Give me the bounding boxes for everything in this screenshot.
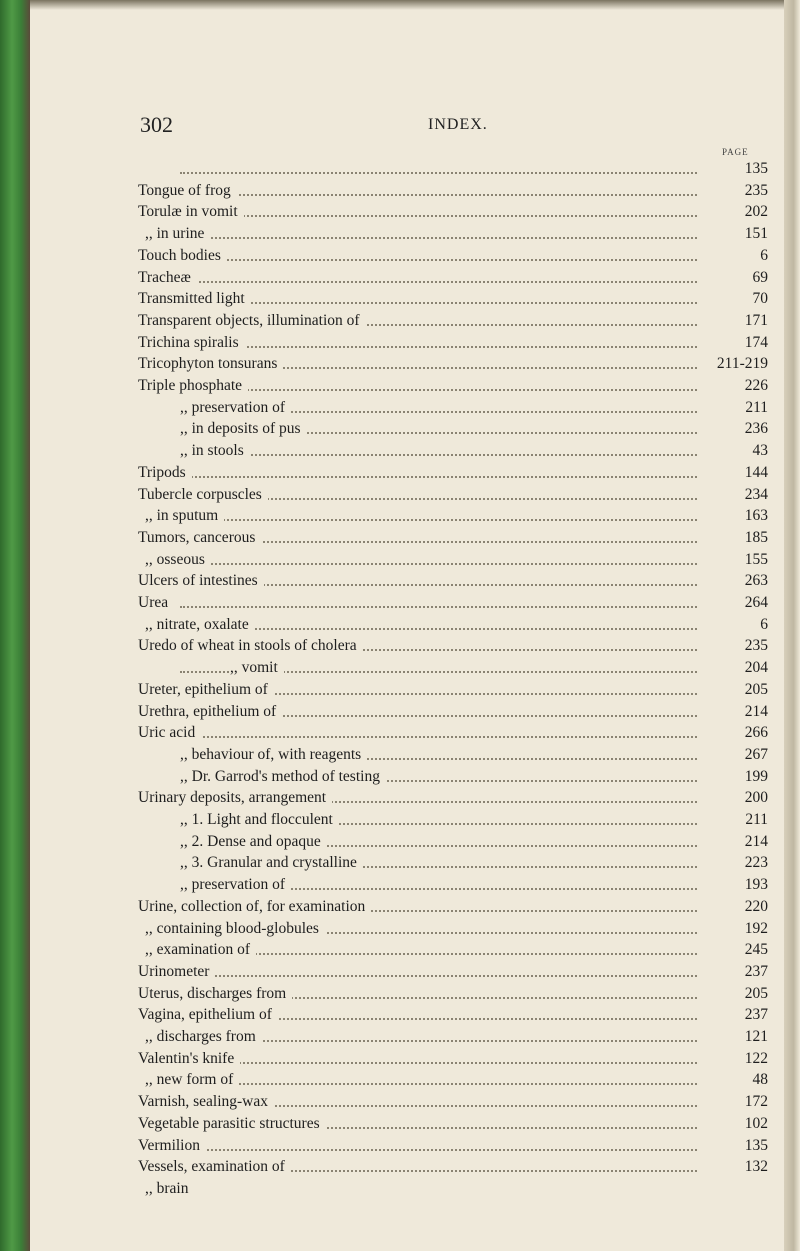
entry-text: Tubercle corpuscles xyxy=(138,484,268,505)
index-entry xyxy=(30,939,784,960)
entry-text: Tongue of frog xyxy=(138,180,237,201)
entry-page-number: 226 xyxy=(698,375,768,396)
entry-page-number: 202 xyxy=(698,201,768,222)
leader-dots xyxy=(180,1083,704,1085)
index-entry xyxy=(30,462,784,483)
entry-page-number: 245 xyxy=(698,939,768,960)
index-entry xyxy=(30,614,784,635)
index-entry xyxy=(30,722,784,743)
entry-page-number: 185 xyxy=(698,527,768,548)
entry-text: ,, in stools xyxy=(180,440,250,461)
entry-text: ,, nitrate, oxalate xyxy=(145,614,255,635)
index-entry xyxy=(30,353,784,374)
index-entry xyxy=(30,744,784,765)
index-entry xyxy=(30,679,784,700)
entry-text: Valentin's knife xyxy=(138,1048,240,1069)
entry-page-number: 6 xyxy=(698,614,768,635)
entry-page-number: 48 xyxy=(698,1069,768,1090)
index-entry xyxy=(30,1156,784,1177)
entry-text: ,, osseous xyxy=(145,549,211,570)
leader-dots xyxy=(180,736,704,738)
entry-text: Vagina, epithelium of xyxy=(138,1004,278,1025)
entry-page-number: 205 xyxy=(698,679,768,700)
entry-page-number: 199 xyxy=(698,766,768,787)
entry-page-number: 70 xyxy=(698,288,768,309)
index-entry xyxy=(30,983,784,1004)
entry-page-number: 163 xyxy=(698,505,768,526)
leader-dots xyxy=(180,1149,704,1151)
leader-dots xyxy=(180,389,704,391)
entry-text: ,, examination of xyxy=(145,939,256,960)
index-entry xyxy=(30,310,784,331)
entry-text: Tracheæ xyxy=(138,267,197,288)
index-entry xyxy=(30,635,784,656)
leader-dots xyxy=(180,1062,704,1064)
index-entry xyxy=(30,332,784,353)
index-page xyxy=(30,0,784,1251)
index-entry xyxy=(30,201,784,222)
leader-dots xyxy=(180,953,704,955)
index-entry xyxy=(30,766,784,787)
entry-text: Ureter, epithelium of xyxy=(138,679,274,700)
book-binding xyxy=(0,0,30,1251)
entry-text: Tricophyton tonsurans xyxy=(138,353,283,374)
entry-page-number: 172 xyxy=(698,1091,768,1112)
index-entry xyxy=(30,440,784,461)
entry-page-number: 135 xyxy=(698,1135,768,1156)
entry-page-number: 155 xyxy=(698,549,768,570)
entry-page-number: 192 xyxy=(698,918,768,939)
index-entry xyxy=(30,1026,784,1047)
entry-text: Torulæ in vomit xyxy=(138,201,244,222)
entry-text: Varnish, sealing-wax xyxy=(138,1091,274,1112)
entry-text: Vessels, examination of xyxy=(138,1156,291,1177)
entry-text: ,, preservation of xyxy=(180,874,291,895)
entry-text: ,, 2. Dense and opaque xyxy=(180,831,327,852)
index-entry xyxy=(30,288,784,309)
index-entry xyxy=(30,397,784,418)
leader-dots xyxy=(180,606,704,608)
entry-page-number: 211 xyxy=(698,397,768,418)
entry-text: Urine, collection of, for examination xyxy=(138,896,371,917)
index-entry xyxy=(30,570,784,591)
entry-page-number: 267 xyxy=(698,744,768,765)
index-entry xyxy=(30,158,784,179)
entry-page-number: 193 xyxy=(698,874,768,895)
entry-text: ,, in urine xyxy=(145,223,210,244)
leader-dots xyxy=(180,628,704,630)
index-entry xyxy=(30,375,784,396)
entry-page-number: 171 xyxy=(698,310,768,331)
entry-text: ,, containing blood-globules xyxy=(145,918,325,939)
index-entry xyxy=(30,549,784,570)
entry-page-number: 263 xyxy=(698,570,768,591)
entry-page-number: 235 xyxy=(698,180,768,201)
entry-page-number: 236 xyxy=(698,418,768,439)
index-entry xyxy=(30,961,784,982)
entry-page-number: 211-219 xyxy=(698,353,768,374)
entry-page-number: 220 xyxy=(698,896,768,917)
entry-text: Transparent objects, illumination of xyxy=(138,310,366,331)
entry-page-number: 102 xyxy=(698,1113,768,1134)
index-entry xyxy=(30,484,784,505)
index-entry xyxy=(30,418,784,439)
index-entry xyxy=(30,1004,784,1025)
index-entry xyxy=(30,896,784,917)
entry-page-number: 122 xyxy=(698,1048,768,1069)
leader-dots xyxy=(180,563,704,565)
index-entry xyxy=(30,831,784,852)
leader-dots xyxy=(180,194,704,196)
entry-page-number: 200 xyxy=(698,787,768,808)
index-entry xyxy=(30,1113,784,1134)
entry-page-number: 264 xyxy=(698,592,768,613)
entry-text: ,, Dr. Garrod's method of testing xyxy=(180,766,386,787)
entry-text: Tumors, cancerous xyxy=(138,527,261,548)
entry-page-number: 234 xyxy=(698,484,768,505)
entry-page-number: 132 xyxy=(698,1156,768,1177)
leader-dots xyxy=(180,259,704,261)
entry-text: Triple phosphate xyxy=(138,375,248,396)
leader-dots xyxy=(180,281,704,283)
index-entry xyxy=(30,267,784,288)
index-entry xyxy=(30,223,784,244)
entry-text: ,, discharges from xyxy=(145,1026,262,1047)
index-entry xyxy=(30,527,784,548)
index-entry xyxy=(30,918,784,939)
entry-text: Urinometer xyxy=(138,961,215,982)
leader-dots xyxy=(180,237,704,239)
entry-page-number: 235 xyxy=(698,635,768,656)
entry-page-number: 204 xyxy=(698,657,768,678)
leader-dots xyxy=(180,346,704,348)
index-entry xyxy=(30,505,784,526)
index-entry xyxy=(30,874,784,895)
entry-text: Urea xyxy=(138,592,174,613)
entry-text: ,, vomit xyxy=(230,657,284,678)
leader-dots xyxy=(180,172,704,174)
entry-text: Vermilion xyxy=(138,1135,206,1156)
index-entry xyxy=(30,592,784,613)
leader-dots xyxy=(180,215,704,217)
page-edge xyxy=(784,0,800,1251)
leader-dots xyxy=(180,454,704,456)
index-entry xyxy=(30,1048,784,1069)
entry-text: Tripods xyxy=(138,462,192,483)
index-entry xyxy=(30,809,784,830)
entry-text: ,, 1. Light and flocculent xyxy=(180,809,339,830)
entry-page-number: 144 xyxy=(698,462,768,483)
entry-text: Uric acid xyxy=(138,722,201,743)
entry-page-number: 214 xyxy=(698,831,768,852)
index-entry xyxy=(30,852,784,873)
entry-page-number: 237 xyxy=(698,961,768,982)
entry-page-number: 237 xyxy=(698,1004,768,1025)
page-column-label: PAGE xyxy=(722,147,749,157)
entry-text: ,, in sputum xyxy=(145,505,224,526)
entry-page-number: 223 xyxy=(698,852,768,873)
index-entry xyxy=(30,180,784,201)
index-entry xyxy=(30,1135,784,1156)
entry-text: Vegetable parasitic structures xyxy=(138,1113,326,1134)
entry-page-number: 214 xyxy=(698,701,768,722)
entry-text: Trichina spiralis xyxy=(138,332,245,353)
leader-dots xyxy=(180,302,704,304)
entry-text: ,, preservation of xyxy=(180,397,291,418)
entry-page-number: 135 xyxy=(698,158,768,179)
leader-dots xyxy=(180,519,704,521)
entry-text: Urethra, epithelium of xyxy=(138,701,282,722)
entry-page-number: 69 xyxy=(698,267,768,288)
leader-dots xyxy=(180,476,704,478)
index-entry xyxy=(30,701,784,722)
index-entry xyxy=(30,245,784,266)
index-entry xyxy=(30,657,784,678)
entry-text: ,, 3. Granular and crystalline xyxy=(180,852,363,873)
entry-text: Urinary deposits, arrangement xyxy=(138,787,332,808)
entry-page-number: 121 xyxy=(698,1026,768,1047)
page-number: 302 xyxy=(140,112,173,137)
entry-page-number: 205 xyxy=(698,983,768,1004)
entry-text: Uredo of wheat in stools of cholera xyxy=(138,635,363,656)
index-entry xyxy=(30,1178,784,1199)
index-entry xyxy=(30,1069,784,1090)
entry-text: Touch bodies xyxy=(138,245,227,266)
entry-text: Transmitted light xyxy=(138,288,251,309)
entry-page-number: 151 xyxy=(698,223,768,244)
entry-text: ,, in deposits of pus xyxy=(180,418,307,439)
entry-text: ,, brain xyxy=(145,1178,194,1199)
entry-page-number: 6 xyxy=(698,245,768,266)
page-title: INDEX. xyxy=(428,116,488,133)
entry-text: ,, new form of xyxy=(145,1069,239,1090)
index-entry xyxy=(30,1091,784,1112)
entry-page-number: 43 xyxy=(698,440,768,461)
entry-page-number: 174 xyxy=(698,332,768,353)
entry-text: Ulcers of intestines xyxy=(138,570,264,591)
entry-text: ,, behaviour of, with reagents xyxy=(180,744,367,765)
entry-page-number: 211 xyxy=(698,809,768,830)
entry-text: Uterus, discharges from xyxy=(138,983,292,1004)
index-entry xyxy=(30,787,784,808)
entry-page-number: 266 xyxy=(698,722,768,743)
leader-dots xyxy=(180,975,704,977)
